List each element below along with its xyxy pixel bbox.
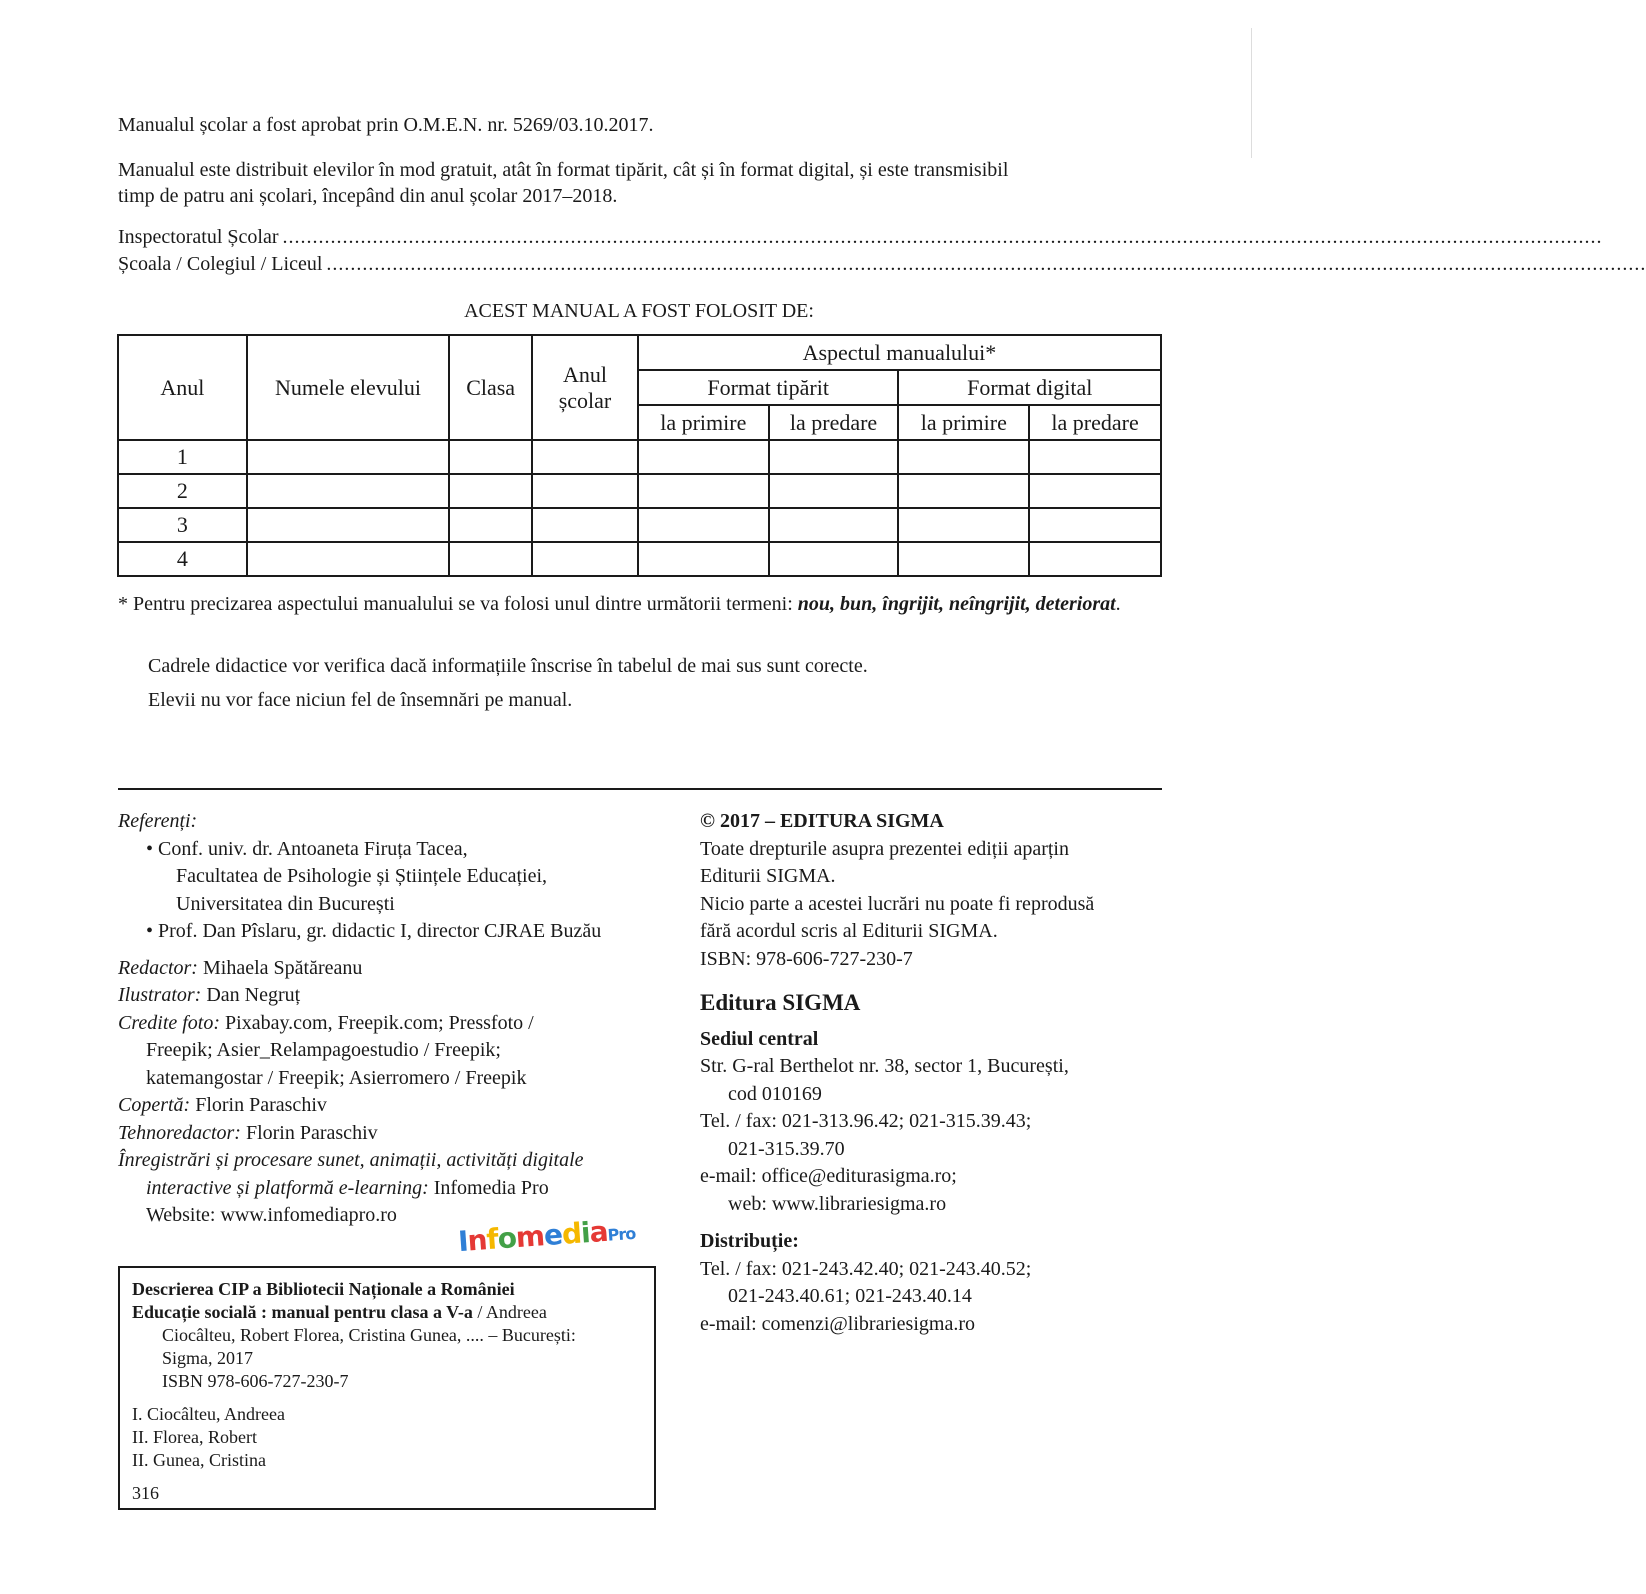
header-digital-return: la predare (1029, 405, 1161, 440)
school-dots: ............................................................................................................................................................................................................................ (326, 253, 1646, 275)
digital-label-text-1: Înregistrări și procesare sunet, animații, activități digitale (118, 1149, 584, 1171)
row-number: 2 (118, 474, 247, 508)
cip-code: 316 (132, 1483, 159, 1503)
cip-isbn: ISBN 978-606-727-230-7 (162, 1371, 349, 1391)
photo-credits-label: Credite foto: (118, 1011, 221, 1034)
distribution-text-2: timp de patru ani școlari, începând din anul școlar 2017–2018. (118, 185, 618, 207)
copyright: © 2017 – EDITURA SIGMA (700, 810, 944, 832)
tech-editor-name: Florin Paraschiv (240, 1121, 378, 1144)
header-digital-receive: la primire (898, 405, 1029, 440)
address-1: Str. G-ral Berthelot nr. 38, sector 1, București, (700, 1055, 1069, 1077)
approval-text: Manualul școlar a fost aprobat prin O.M.E.N. nr. 5269/03.10.2017. (118, 114, 654, 136)
table-row (118, 542, 1161, 576)
divider (118, 788, 1162, 790)
illustrator-label: Ilustrator: (118, 984, 202, 1006)
illustrator-line (118, 982, 658, 1010)
distribution-phone-2: 021-243.40.61; 021-243.40.14 (728, 1285, 972, 1307)
distribution-email: e-mail: comenzi@librariesigma.ro (700, 1312, 975, 1335)
publisher-column (700, 808, 1170, 1338)
header-class: Clasa (449, 335, 532, 440)
cip-publisher: Sigma, 2017 (162, 1348, 254, 1368)
cover-label: Copertă: (118, 1094, 191, 1116)
aspect-note-end: . (1115, 593, 1121, 615)
infomedia-logo: InfomediaPro (457, 1214, 636, 1259)
publisher-name: Editura SIGMA (700, 990, 861, 1015)
distribution-label: Distribuție: (700, 1230, 799, 1252)
photo-credits-2: Freepik; Asier_Relampagoestudio / Freepik; (146, 1039, 501, 1061)
editor-label: Redactor: (118, 956, 198, 979)
header-aspect: Aspectul manualului* (638, 335, 1161, 370)
hq-label: Sediul central (700, 1027, 819, 1050)
digital-label-text-2: interactive și platformă e-learning: (146, 1176, 429, 1199)
row-number: 4 (118, 542, 247, 576)
inspectorate-field (118, 224, 1603, 251)
cip-book-authors: / Andreea (472, 1302, 547, 1322)
distribution-phone-1: Tel. / fax: 021-243.42.40; 021-243.40.52; (700, 1257, 1032, 1280)
teacher-check-note: Cadrele didactice vor verifica dacă informațiile înscrise în tabelul de mai sus sunt corecte. (148, 655, 868, 677)
header-student-name: Numele elevului (247, 335, 450, 440)
photo-credits-1: Pixabay.com, Freepik.com; Pressfoto / (220, 1011, 534, 1034)
header-school-year-2: școlar (558, 387, 612, 413)
credits-column (118, 808, 658, 1230)
row-number: 1 (118, 440, 247, 474)
aspect-note-text: * Pentru precizarea aspectului manualului se va folosi unul dintre următorii termeni: (118, 593, 798, 615)
header-printed-receive: la primire (638, 405, 769, 440)
table-title: ACEST MANUAL A FOST FOLOSIT DE: (464, 300, 814, 322)
phone-1: Tel. / fax: 021-313.96.42; 021-315.39.43; (700, 1110, 1032, 1132)
cover-name: Florin Paraschiv (190, 1094, 327, 1116)
email-office: e-mail: office@editurasigma.ro; (700, 1165, 957, 1187)
address-2: cod 010169 (728, 1082, 822, 1105)
header-school-year (532, 335, 638, 440)
illustrator-name: Dan Negruț (201, 984, 301, 1006)
photo-credits-line (118, 1010, 658, 1038)
digital-provider: Infomedia Pro (428, 1176, 549, 1199)
cip-author-3: II. Gunea, Cristina (132, 1450, 266, 1470)
cip-book (132, 1301, 642, 1324)
cip-author-1: I. Ciocâlteu, Andreea (132, 1404, 285, 1424)
referee-2: • Prof. Dan Pîslaru, gr. didactic I, director CJRAE Buzău (146, 920, 602, 942)
referee-1-faculty: Facultatea de Psihologie și Științele Educației, (176, 865, 548, 887)
school-field (118, 251, 1646, 278)
digital-label-1 (118, 1147, 658, 1175)
rights-2: Editurii SIGMA. (700, 865, 836, 887)
digital-line (118, 1175, 658, 1203)
phone-2: 021-315.39.70 (728, 1137, 845, 1160)
photo-credits-3: katemangostar / Freepik; Asierromero / Freepik (146, 1066, 527, 1089)
aspect-terms: nou, bun, îngrijit, neîngrijit, deteriorat (797, 593, 1116, 615)
aspect-note (118, 590, 1163, 618)
page-edge (1251, 28, 1252, 158)
referees-label: Referenți: (118, 810, 198, 832)
cover-line (118, 1092, 658, 1120)
distribution-text-1: Manualul este distribuit elevilor în mod gratuit, atât în format tipărit, cât și în format digital, și este transmisibil (118, 159, 1009, 181)
table-row (118, 474, 1161, 508)
editor-line (118, 955, 658, 983)
cip-author-2: II. Florea, Robert (132, 1427, 257, 1447)
cip-box (118, 1266, 656, 1510)
header-year: Anul (118, 335, 247, 440)
referee-1: • Conf. univ. dr. Antoaneta Firuța Tacea, (146, 837, 468, 860)
table-row (118, 508, 1161, 542)
row-number: 3 (118, 508, 247, 542)
rights-1: Toate drepturile asupra prezentei ediții aparțin (700, 837, 1069, 860)
website-line: Website: www.infomediapro.ro (146, 1204, 397, 1226)
header-school-year-1: Anul (562, 361, 607, 387)
tech-editor-label: Tehnoredactor: (118, 1121, 241, 1144)
editor-name: Mihaela Spătăreanu (197, 956, 363, 979)
rights-4: fără acordul scris al Editurii SIGMA. (700, 920, 998, 942)
referee-1-university: Universitatea din București (176, 892, 395, 915)
header-printed-return: la predare (769, 405, 899, 440)
cip-book-title: Educație socială : manual pentru clasa a V-a (132, 1302, 473, 1322)
rights-3: Nicio parte a acestei lucrări nu poate fi reprodusă (700, 892, 1095, 915)
cip-authors: Ciocâlteu, Robert Florea, Cristina Gunea, .... – București: (162, 1325, 576, 1345)
publisher-isbn: ISBN: 978-606-727-230-7 (700, 947, 913, 970)
header-printed: Format tipărit (638, 370, 899, 405)
header-digital: Format digital (898, 370, 1161, 405)
inspectorate-label: Inspectoratul Școlar (118, 226, 279, 248)
cip-title: Descrierea CIP a Bibliotecii Naționale a României (132, 1279, 515, 1299)
tech-editor-line (118, 1120, 658, 1148)
inspectorate-dots: ............................................................................................................................................................................................................................ (282, 226, 1603, 248)
school-label: Școala / Colegiul / Liceul (118, 253, 323, 275)
no-notes-warning: Elevii nu vor face niciun fel de însemnări pe manual. (148, 689, 573, 711)
usage-table (117, 334, 1162, 577)
table-row (118, 440, 1161, 474)
web-link[interactable]: web: www.librariesigma.ro (728, 1192, 947, 1215)
